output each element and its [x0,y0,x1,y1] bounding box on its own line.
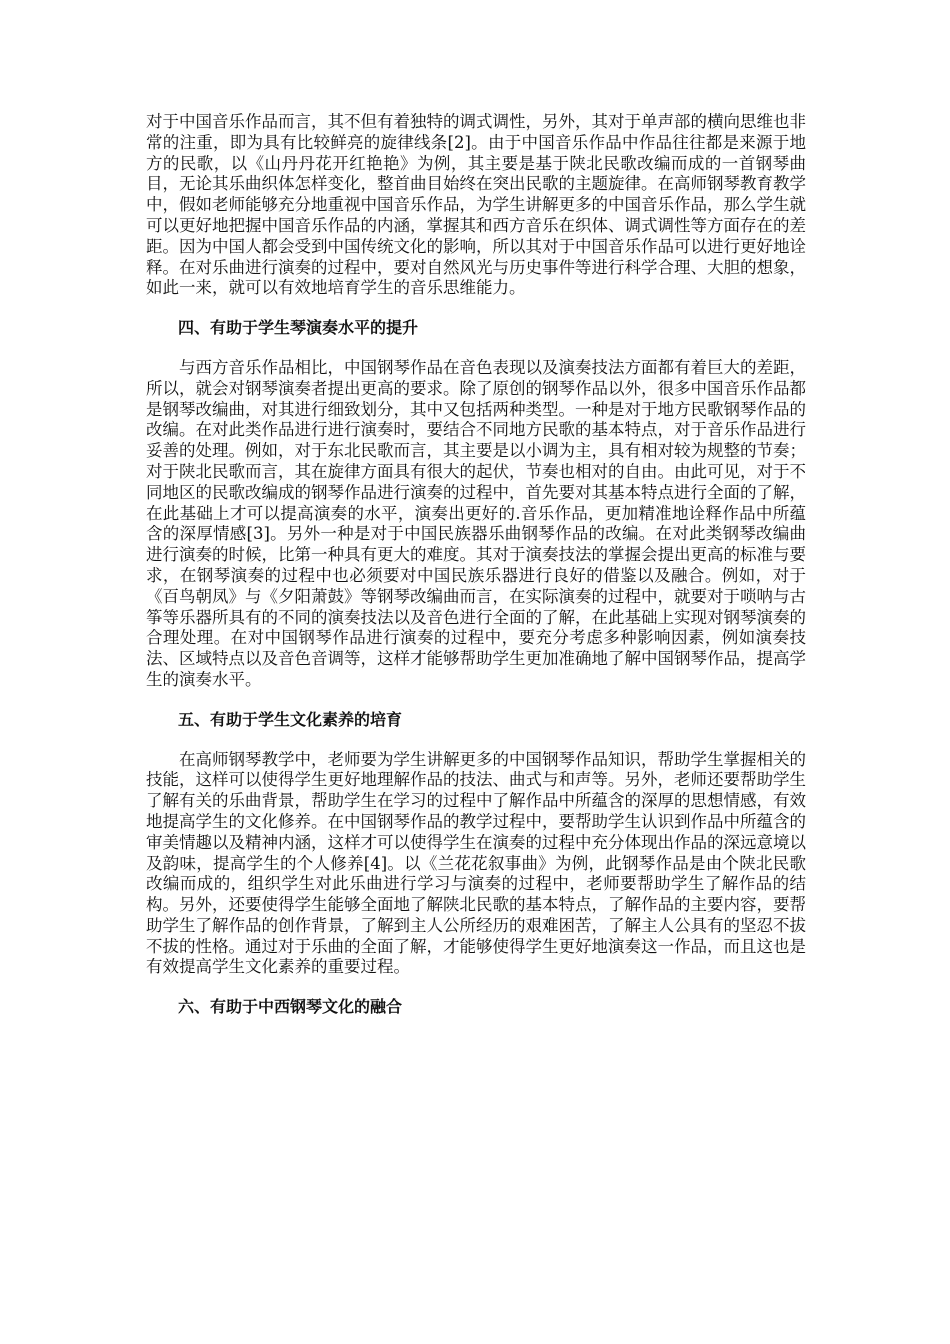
section-heading-5: 五、有助于学生文化素养的培育 [178,709,403,729]
section-heading-6: 六、有助于中西钢琴文化的融合 [178,997,403,1017]
paragraph-music-thinking: 对于中国音乐作品而言，其不但有着独特的调式调性，另外，其对于单声部的横向思维也非常的注重，即为具有比较鲜亮的旋律线条[2]。由于中国音乐作品中作品往往都是来源于地方的民歌，以《山丹丹花开红艳艳》为例，其主要是基于陕北民歌改编而成的一首钢琴曲目，无论其乐曲织体怎样变化，整首曲目始终在突出民歌的主题旋律。在高师钢琴教育教学中，假如老师能够充分地重视中国音乐作品，为学生讲解更多的中国音乐作品，那么学生就可以更好地把握中国音乐作品的内涵，掌握其和西方音乐在织体、调式调性等方面存在的差距。因为中国人都会受到中国传统文化的影响，所以其对于中国音乐作品可以进行更好地诠释。在对乐曲进行演奏的过程中，要对自然风光与历史事件等进行科学合理、大胆的想象，如此一来，就可以有效地培育学生的音乐思维能力。 [146,112,806,298]
paragraph-cultural-literacy: 在高师钢琴教学中，老师要为学生讲解更多的中国钢琴作品知识，帮助学生掌握相关的技能，这样可以使得学生更好地理解作品的技法、曲式与和声等。另外，老师还要帮助学生了解有关的乐曲背景，帮助学生在学习的过程中了解作品中所蕴含的深厚的思想情感，有效地提高学生的文化修养。在中国钢琴作品的教学过程中，要帮助学生认识到作品中所蕴含的审美情趣以及精神内涵，这样才可以使得学生在演奏的过程中充分体现出作品的深远意境以及韵味，提高学生的个人修养[4]。以《兰花花叙事曲》为例，此钢琴作品是由个陕北民歌改编而成的，组织学生对此乐曲进行学习与演奏的过程中，老师要帮助学生了解作品的结构。另外，还要使得学生能够全面地了解陕北民歌的基本特点，了解作品的主要内容，要帮助学生了解作品的创作背景，了解到主人公所经历的艰难困苦，了解主人公具有的坚忍不拔不拔的性格。通过对于乐曲的全面了解，才能够使得学生更好地演奏这一作品，而且这也是有效提高学生文化素养的重要过程。 [146,749,806,977]
document-page [146,112,806,1018]
paragraph-performance-level: 与西方音乐作品相比，中国钢琴作品在音色表现以及演奏技法方面都有着巨大的差距，所以，就会对钢琴演奏者提出更高的要求。除了原创的钢琴作品以外，很多中国音乐作品都是钢琴改编曲，对其进行细致划分，其中又包括两种类型。一种是对于地方民歌钢琴作品的改编。在对此类作品进行进行演奏时，要结合不同地方民歌的基本特点，对于音乐作品进行妥善的处理。例如，对于东北民歌而言，其主要是以小调为主，具有相对较为规整的节奏；对于陕北民歌而言，其在旋律方面具有很大的起伏，节奏也相对的自由。由此可见，对于不同地区的民歌改编成的钢琴作品进行演奏的过程中，首先要对其基本特点进行全面的了解，在此基础上才可以提高演奏的水平，演奏出更好的.音乐作品，更加精准地诠释作品中所蕴含的深厚情感[3]。另外一种是对于中国民族器乐曲钢琴作品的改编。在对此类钢琴改编曲进行演奏的时候，比第一种具有更大的难度。其对于演奏技法的掌握会提出更高的标准与要求，在钢琴演奏的过程中也必须要对中国民族乐器进行良好的借鉴以及融合。例如，对于《百鸟朝凤》与《夕阳萧鼓》等钢琴改编曲而言，在实际演奏的过程中，就要对于唢呐与古筝等乐器所具有的不同的演奏技法以及音色进行全面的了解，在此基础上实现对钢琴演奏的合理处理。在对中国钢琴作品进行演奏的过程中，要充分考虑多种影响因素，例如演奏技法、区域特点以及音色音调等，这样才能够帮助学生更加准确地了解中国钢琴作品，提高学生的演奏水平。 [146,357,806,689]
section-heading-4: 四、有助于学生琴演奏水平的提升 [178,318,419,338]
